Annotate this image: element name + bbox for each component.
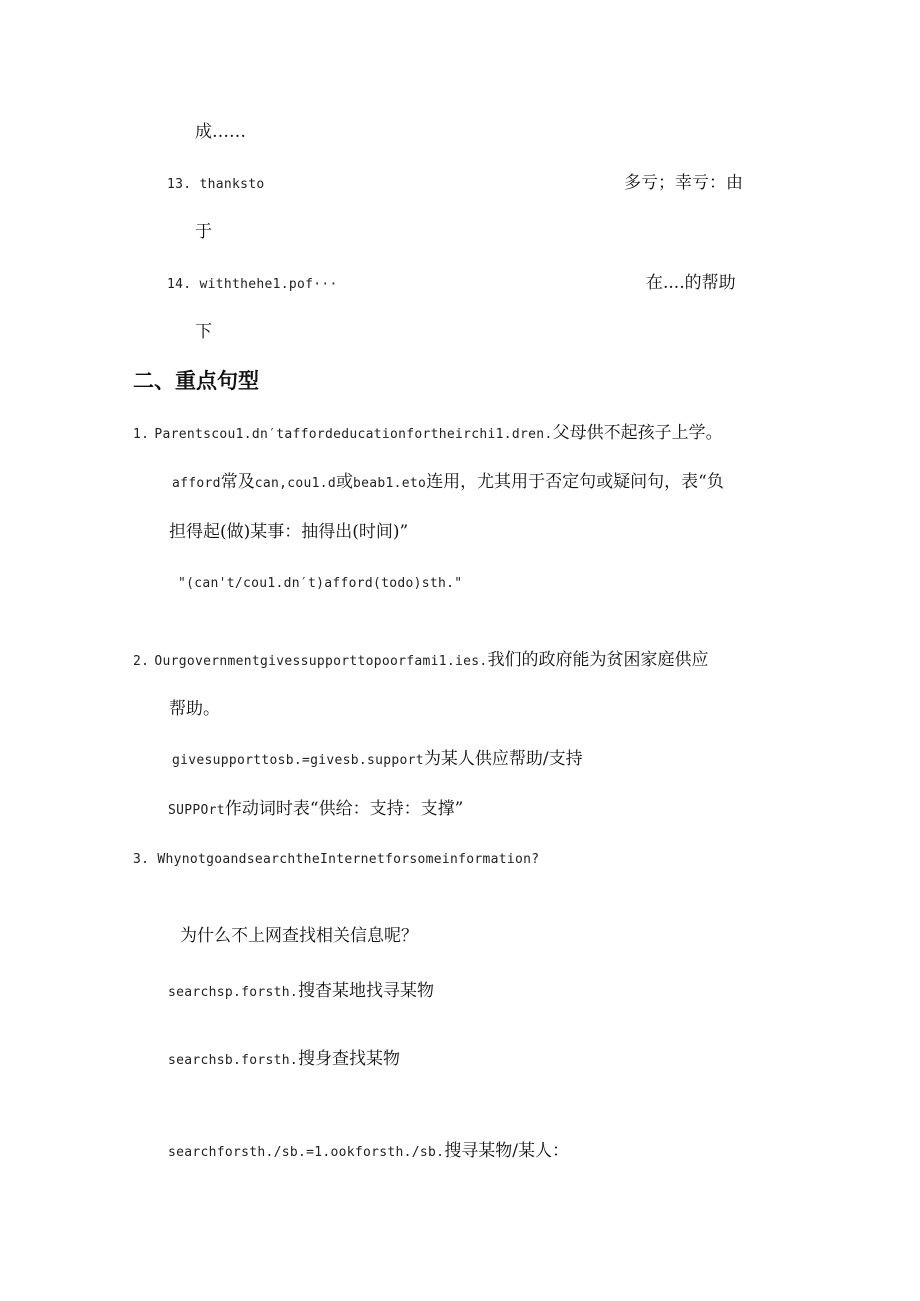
note-chinese: 搜杳某地找寻某物	[298, 981, 435, 1001]
vocab-13-meaning-wrap: 于	[195, 222, 212, 242]
sentence-3-note-3	[168, 1143, 569, 1160]
vocab-item-14	[167, 278, 338, 291]
sentence-1-note-1	[172, 474, 724, 491]
note-chinese: 为某人供应帮助/支持	[423, 749, 583, 769]
vocab-14-meaning-wrap: 下	[195, 322, 212, 342]
vocab-number: 13.	[167, 177, 192, 192]
sentence-english: WhynotgoandsearchtheInternetforsomeinformation?	[157, 852, 540, 867]
sentence-2-chinese-wrap: 帮助。	[169, 699, 220, 719]
vocab-14-meaning: 在....的帮助	[646, 273, 736, 293]
vocab-english: withthehe1.pof···	[199, 277, 338, 292]
sentence-1	[133, 425, 723, 442]
note-english: SUPPOrt	[168, 803, 225, 818]
sentence-3-note-1	[168, 983, 434, 1000]
sentence-number: 1.	[133, 427, 150, 442]
sentence-3-chinese: 为什么不上网查找相关信息呢？	[180, 926, 418, 946]
sentence-1-note-2: 担得起(做)某事：抽得出(时间)”	[169, 522, 409, 542]
note-english: searchsb.forsth.	[168, 1053, 299, 1068]
note-chinese: 或	[336, 472, 354, 492]
note-chinese: 常及	[220, 472, 255, 492]
sentence-number: 3.	[133, 852, 150, 867]
note-english: can,cou1.d	[254, 476, 337, 491]
vocab-12-continuation: 成……	[195, 122, 246, 142]
section-heading: 二、重点句型	[133, 369, 259, 393]
note-english: afford	[172, 476, 221, 491]
note-english: searchforsth./sb.=1.ookforsth./sb.	[168, 1145, 445, 1160]
note-chinese: 搜身查找某物	[298, 1049, 401, 1069]
sentence-english: Parentscou1.dn′taffordeducationfortheirchi1.dren.	[154, 427, 553, 442]
sentence-english: Ourgovernmentgivessupporttopoorfami1.ies.	[154, 654, 488, 669]
sentence-chinese: 我们的政府能为贫困家庭供应	[487, 650, 709, 670]
sentence-chinese: 父母供不起孩子上学。	[552, 423, 723, 443]
sentence-3	[133, 853, 539, 866]
vocab-13-meaning: 多亏；幸亏：由	[624, 173, 743, 193]
note-english: beab1.eto	[353, 476, 427, 491]
sentence-number: 2.	[133, 654, 150, 669]
note-chinese: 搜寻某物/某人：	[444, 1141, 570, 1161]
note-chinese: 连用，尤其用于否定句或疑问句，表“负	[426, 472, 724, 492]
vocab-number: 14.	[167, 277, 192, 292]
sentence-3-note-2	[168, 1051, 400, 1068]
note-chinese: 作动词时表“供给：支持：支撑”	[224, 799, 464, 819]
sentence-2	[133, 652, 709, 669]
vocab-english: thanksto	[199, 177, 265, 192]
vocab-item-13	[167, 178, 265, 191]
sentence-2-note-2	[168, 801, 463, 818]
sentence-1-note-3: "(can't/cou1.dn′t)afford(todo)sth."	[178, 576, 463, 591]
sentence-2-note-1	[172, 751, 583, 768]
note-english: searchsp.forsth.	[168, 985, 299, 1000]
note-english: givesupporttosb.=givesb.support	[172, 753, 424, 768]
